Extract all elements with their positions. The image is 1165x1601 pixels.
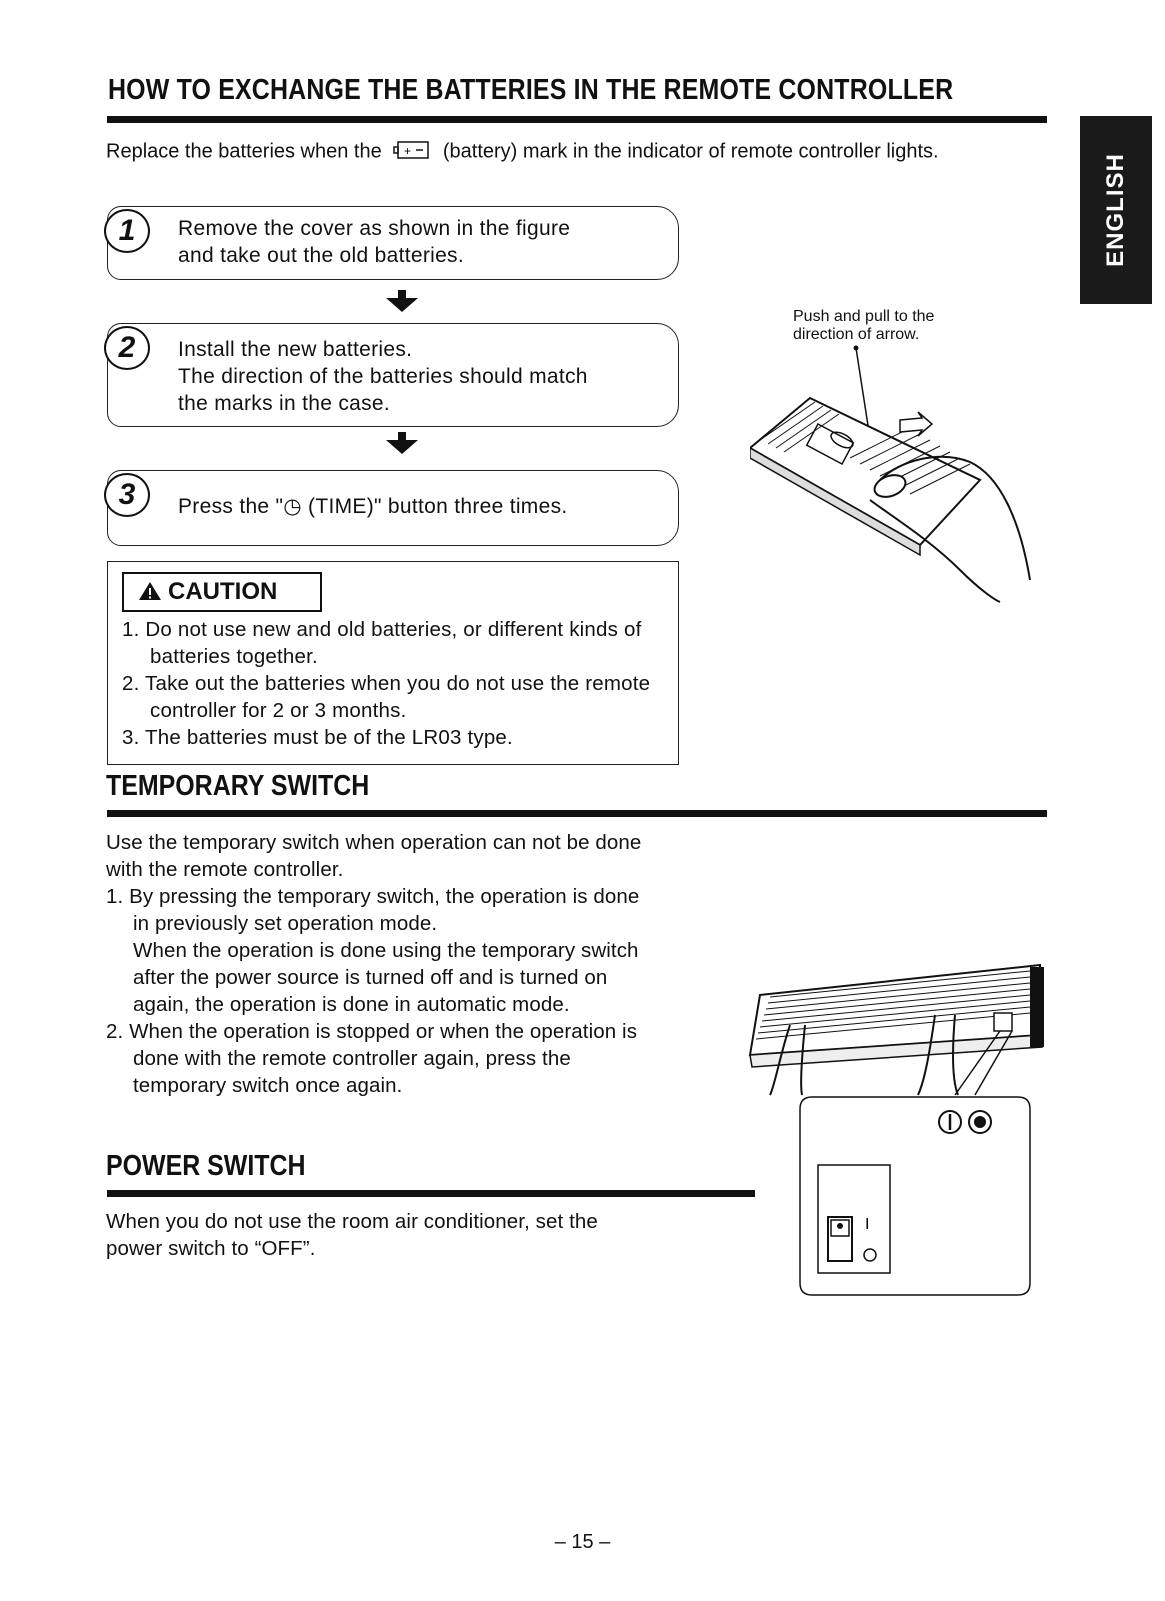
caution-item: 2. Take out the batteries when you do not use the remote controller for 2 or 3 months. [122, 672, 651, 722]
step-arrow-icon [386, 298, 418, 312]
caution-item: 1. Do not use new and old batteries, or different kinds of batteries together. [122, 618, 642, 668]
step-2-text: Install the new batteries. The direction of the batteries should match the marks in the case. [178, 338, 588, 415]
section-rule [107, 1190, 755, 1197]
step-2 [107, 323, 679, 427]
figure-caption: Push and pull to the direction of arrow. [793, 308, 935, 343]
remote-controller-illustration [750, 340, 1070, 620]
page-number: – 15 – [554, 1531, 611, 1553]
temporary-switch-list [106, 883, 646, 1099]
temporary-switch-title: TEMPORARY SWITCH [106, 770, 370, 802]
battery-intro [106, 140, 939, 164]
power-switch-text: When you do not use the room air conditioner, set the power switch to “OFF”. [106, 1210, 598, 1260]
battery-section-title: HOW TO EXCHANGE THE BATTERIES IN THE REMOTE CONTROLLER [108, 74, 954, 106]
battery-icon [393, 140, 431, 160]
language-tab-label: ENGLISH [1102, 153, 1129, 267]
list-item-continuation: When the operation is done using the temporary switch after the power source is turned off and is turned on again, the operation is done in automatic mode. [133, 939, 639, 1016]
list-item: 2. When the operation is stopped or when the operation is done with the remote controller again, press the temporary switch once again. [106, 1020, 638, 1097]
step-3 [107, 470, 679, 546]
step-arrow-stem [398, 290, 406, 298]
switch-on-mark: I [865, 1216, 870, 1233]
step-1-number: 1 [104, 209, 150, 253]
svg-text:+: + [404, 144, 412, 158]
list-item: 1. By pressing the temporary switch, the operation is done in previously set operation mode. [106, 885, 640, 935]
section-rule [107, 810, 1047, 817]
title-rule [107, 116, 1047, 123]
step-arrow-icon [386, 440, 418, 454]
caution-list [122, 616, 678, 751]
battery-intro-before: Replace the batteries when the [106, 140, 382, 163]
temporary-switch-intro: Use the temporary switch when operation can not be done with the remote controller. [106, 831, 642, 881]
battery-intro-after: (battery) mark in the indicator of remote controller lights. [442, 140, 939, 163]
step-2-number: 2 [104, 326, 150, 370]
warning-icon [138, 581, 162, 601]
air-conditioner-illustration [730, 955, 1060, 1315]
step-3-text: Press the "◷ (TIME)" button three times. [178, 495, 568, 518]
step-arrow-stem [398, 432, 406, 440]
temporary-switch-body [106, 829, 646, 1099]
step-3-number: 3 [104, 473, 150, 517]
caution-item: 3. The batteries must be of the LR03 type. [122, 726, 513, 749]
step-1-text: Remove the cover as shown in the figure and take out the old batteries. [178, 217, 571, 267]
caution-label: CAUTION [122, 572, 322, 612]
power-switch-title: POWER SWITCH [106, 1150, 306, 1182]
language-tab [1080, 116, 1152, 304]
step-1 [107, 206, 679, 280]
caution-box [107, 561, 679, 765]
